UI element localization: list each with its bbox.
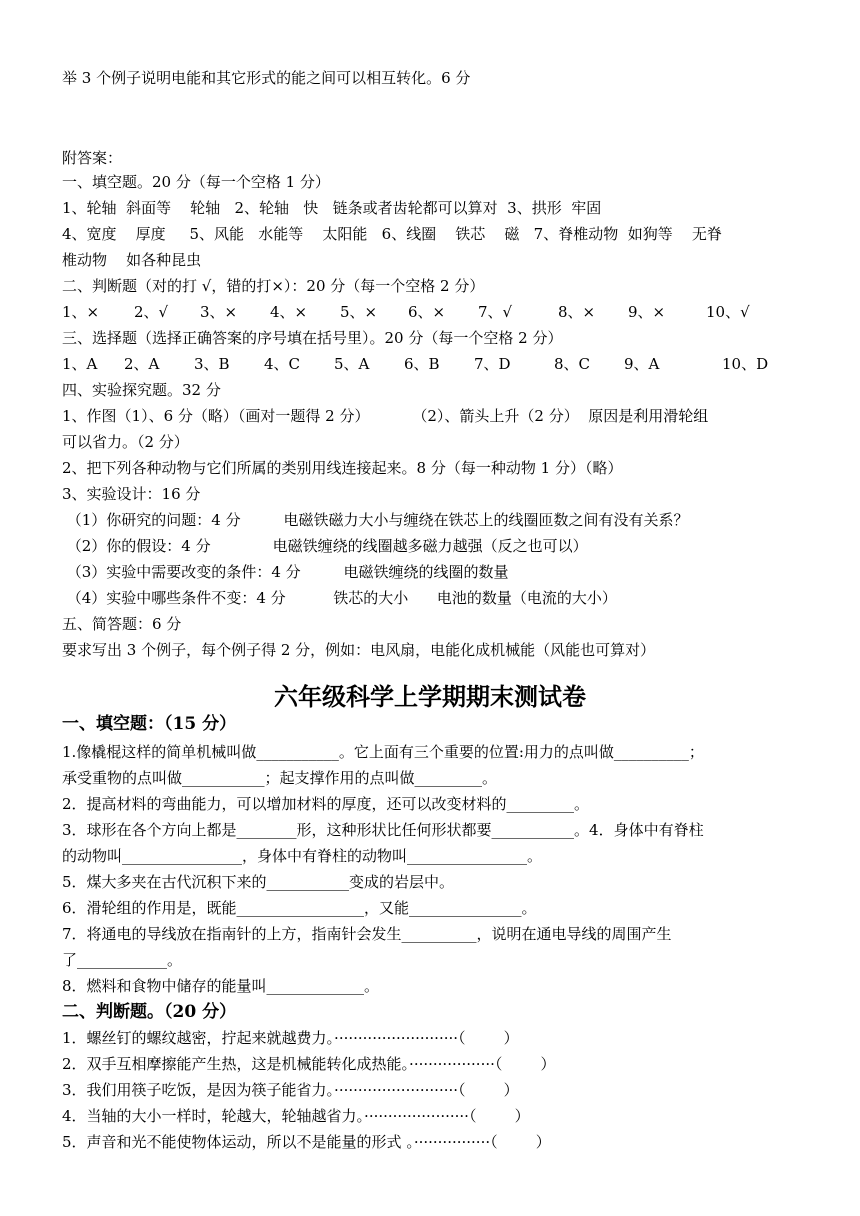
answer-line: 3、实验设计：16 分: [62, 485, 201, 503]
answer-section-1-title: 一、填空题。20 分（每一个空格 1 分）: [62, 173, 330, 191]
answer-item: 10、√: [706, 303, 750, 321]
question-text: 的动物叫________________，身体中有脊柱的动物叫________________。: [62, 847, 543, 865]
judgment-question: 1．螺丝钉的螺纹越密，拧起来就越费力。··························（ ）: [62, 1029, 519, 1047]
question-text: 了____________。: [62, 951, 183, 969]
answer-line: 要求写出 3 个例子，每个例子得 2 分，例如：电风扇，电能化成机械能（风能也可算对）: [62, 641, 656, 659]
answer-item: 2、A: [124, 355, 160, 373]
answer-item: 10、D: [722, 355, 769, 373]
judgment-question: 5．声音和光不能使物体运动，所以不是能量的形式 。················（ ）: [62, 1133, 551, 1151]
answer-line: （3）实验中需要改变的条件：4 分 电磁铁缠绕的线圈的数量: [62, 563, 509, 581]
answer-line: 1、作图（1）、6 分（略）（画对一题得 2 分） （2）、箭头上升（2 分） 原因是利用滑轮组: [62, 407, 709, 425]
previous-question: 举 3 个例子说明电能和其它形式的能之间可以相互转化。6 分: [62, 69, 471, 87]
question-text: 2．提高材料的弯曲能力，可以增加材料的厚度，还可以改变材料的_________。: [62, 795, 590, 813]
answer-item: 4、C: [264, 355, 301, 373]
question-text: 承受重物的点叫做___________；起支撑作用的点叫做_________。: [62, 769, 498, 787]
answer-item: 3、×: [200, 303, 238, 321]
answer-section-5-title: 五、简答题：6 分: [62, 615, 182, 633]
answer-item: 8、C: [554, 355, 591, 373]
part-1-title: 一、填空题：（15 分）: [62, 714, 237, 734]
question-text: 7．将通电的导线放在指南针的上方，指南针会发生__________，说明在通电导线的周围产生: [62, 925, 672, 943]
answer-section-3-title: 三、选择题（选择正确答案的序号填在括号里）。20 分（每一个空格 2 分）: [62, 329, 563, 347]
answer-item: 7、√: [478, 303, 513, 321]
answer-item: 6、×: [408, 303, 446, 321]
question-text: 6．滑轮组的作用是，既能_________________，又能_______________。: [62, 899, 537, 917]
question-text: 5．煤大多夹在古代沉积下来的___________变成的岩层中。: [62, 873, 455, 891]
part-2-title: 二、判断题。（20 分）: [62, 1002, 237, 1022]
answer-item: 1、A: [62, 355, 98, 373]
answer-line: 2、把下列各种动物与它们所属的类别用线连接起来。8 分（每一种动物 1 分）（略）: [62, 459, 623, 477]
question-text: 8．燃料和食物中储存的能量叫_____________。: [62, 977, 380, 995]
answer-item: 7、D: [474, 355, 511, 373]
judgment-question: 4．当轴的大小一样时，轮越大，轮轴越省力。······················（ ）: [62, 1107, 530, 1125]
answer-line: 椎动物 如各种昆虫: [62, 251, 202, 269]
answer-item: 9、A: [624, 355, 660, 373]
answer-section-2-title: 二、判断题（对的打 √，错的打×）：20 分（每一个空格 2 分）: [62, 277, 485, 295]
answer-line: 1、轮轴 斜面等 轮轴 2、轮轴 快 链条或者齿轮都可以算对 3、拱形 牢固: [62, 199, 602, 217]
answer-line: （4）实验中哪些条件不变：4 分 铁芯的大小 电池的数量（电流的大小）: [62, 589, 617, 607]
answer-line: 4、宽度 厚度 5、风能 水能等 太阳能 6、线圈 铁芯 磁 7、脊椎动物 如狗等 无脊: [62, 225, 722, 243]
test-title: 六年级科学上学期期末测试卷: [274, 682, 586, 711]
answer-item: 6、B: [404, 355, 440, 373]
answer-item: 9、×: [628, 303, 666, 321]
answer-item: 5、×: [340, 303, 378, 321]
answer-line: （1）你研究的问题：4 分 电磁铁磁力大小与缠绕在铁芯上的线圈匝数之间有没有关系？: [62, 511, 689, 529]
judgment-question: 3．我们用筷子吃饭，是因为筷子能省力。··························（ ）: [62, 1081, 519, 1099]
answer-line: 可以省力。（2 分）: [62, 433, 189, 451]
question-text: 1.像橇棍这样的简单机械叫做___________。它上面有三个重要的位置:用力的点叫做__________；: [62, 743, 704, 761]
question-text: 3．球形在各个方向上都是________形，这种形状比任何形状都要___________。4．身体中有脊柱: [62, 821, 704, 839]
answer-line: （2）你的假设：4 分 电磁铁缠绕的线圈越多磁力越强（反之也可以）: [62, 537, 588, 555]
answer-item: 1、×: [62, 303, 100, 321]
answer-item: 8、×: [558, 303, 596, 321]
answer-item: 4、×: [270, 303, 308, 321]
answer-item: 5、A: [334, 355, 370, 373]
answer-key-header: 附答案：: [62, 149, 123, 167]
judgment-question: 2．双手互相摩擦能产生热，这是机械能转化成热能。··················（ ）: [62, 1055, 556, 1073]
answer-item: 3、B: [194, 355, 230, 373]
answer-item: 2、√: [134, 303, 169, 321]
answer-section-4-title: 四、实验探究题。32 分: [62, 381, 221, 399]
